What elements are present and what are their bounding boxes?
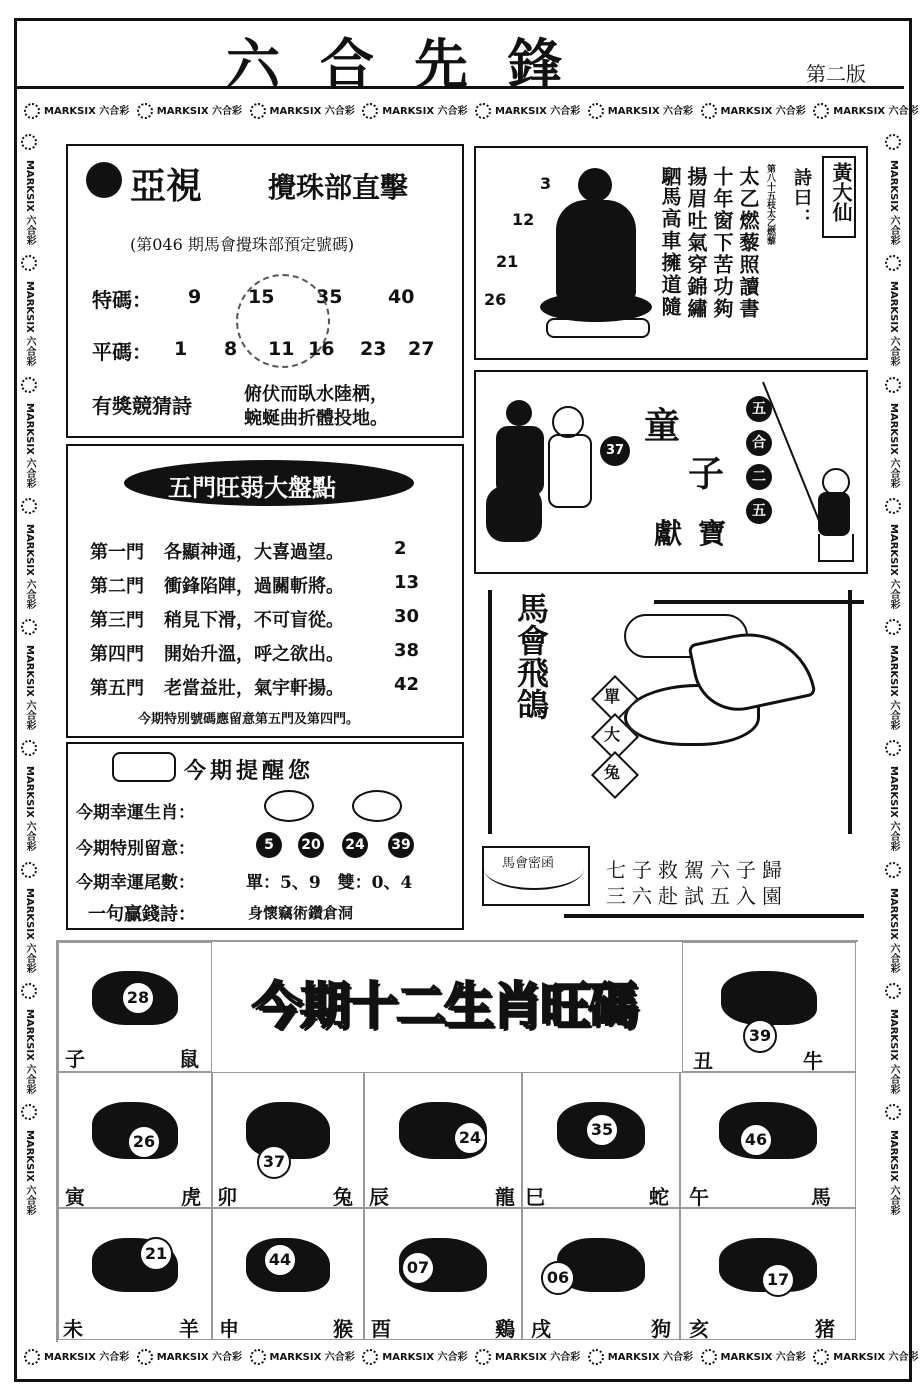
brand-en: MARKSIX [720,1352,773,1363]
zodiac-animal-name: 鷄 [495,1317,515,1341]
tail-label: 今期幸運尾數： [76,873,195,893]
brand-vertical: MARKSIX 六合彩 [888,1130,899,1216]
normal-number: 27 [408,338,435,360]
zodiac-number: 24 [453,1121,487,1155]
pigeon-title: 馬會飛鴿 [512,592,550,720]
zodiac-branch: 午 [689,1185,709,1209]
zodiac-cell [522,1072,680,1208]
poem-label: 詩曰： [791,168,812,228]
zodiac-branch: 未 [63,1317,83,1341]
tongzi-title-2: 子 [688,453,725,495]
gate-value: 38 [394,640,420,661]
flower-icon [21,498,37,514]
sage-figure-icon [536,168,656,348]
edition-label: 第二版 [806,62,866,86]
brand-vertical: MARKSIX 六合彩 [888,887,899,973]
left-border-strip [18,128,40,1344]
brand-en: MARKSIX [607,106,660,117]
zodiac-number: 17 [761,1263,795,1297]
secret-letter-line-1: 七子救駕六子歸 [606,858,788,882]
zodiac-number: 06 [541,1261,575,1295]
flower-icon [24,1349,40,1365]
brand-en: MARKSIX [156,106,209,117]
zodiac-branch: 丑 [693,1049,713,1073]
small-note: 第八十五枝太乙燃藜 [765,164,775,245]
zodiac-animal-name: 牛 [803,1049,823,1073]
special-number: 15 [248,286,275,308]
brand-vertical: MARKSIX 六合彩 [24,645,35,731]
daxian-title: 黃大仙 [829,162,853,222]
brand-cn: 六合彩 [95,1352,133,1363]
flower-icon [885,377,901,393]
brand-vertical: MARKSIX 六合彩 [24,766,35,852]
brand-vertical: MARKSIX 六合彩 [888,1008,899,1095]
top-border-strip [20,102,919,122]
kite-char: 二 [746,464,772,490]
poem-column: 十年窗下苦功夠 [710,166,734,320]
brand-en: MARKSIX [382,1352,435,1363]
brand-vertical: MARKSIX 六合彩 [24,887,35,973]
right-border-strip [882,128,904,1344]
tail-text: 單：5、9 雙：0、4 [246,873,413,893]
gate-value: 30 [394,606,420,627]
daxian-number: 12 [512,210,535,229]
brand-en: MARKSIX [269,106,322,117]
flower-icon [21,862,37,878]
wise-man-icon [112,752,176,782]
zodiac-cell [680,1072,856,1208]
brand-cn: 六合彩 [208,106,246,117]
gate-value: 2 [394,538,407,559]
divider-line [564,914,864,918]
reminder-panel [66,742,464,930]
zodiac-cell [522,1208,680,1340]
header [16,20,904,96]
brand-vertical: MARKSIX 六合彩 [888,645,899,731]
pigeon-frame-line [654,600,864,604]
special-number: 9 [188,286,202,308]
zodiac-title: 今期十二生肖旺碼 [252,976,636,1035]
flower-icon [475,1349,491,1365]
flower-icon [21,740,37,756]
flower-icon [813,103,829,119]
kite-char: 五 [746,498,772,524]
zodiac-cell [212,1072,364,1208]
zodiac-branch: 寅 [65,1185,85,1209]
dove-icon [624,632,814,762]
brand-cn: 六合彩 [208,1352,246,1363]
brand-en: MARKSIX [833,106,886,117]
gate-value: 13 [394,572,420,593]
zodiac-number: 26 [127,1125,161,1159]
secret-letter-envelope [482,846,590,906]
brand-vertical: MARKSIX 六合彩 [24,523,35,610]
asia-tv-logo-icon [86,162,122,198]
brand-cn: 六合彩 [434,1352,471,1363]
special-number: 40 [388,286,415,308]
brand-vertical: MARKSIX 六合彩 [24,402,35,488]
brand-cn: 六合彩 [885,1352,919,1363]
special-label: 特碼： [92,288,152,312]
zodiac-branch: 亥 [689,1317,709,1341]
brand-cn: 六合彩 [772,106,810,117]
flower-icon [813,1349,829,1365]
zodiac-number: 35 [585,1113,619,1147]
flower-icon [362,103,378,119]
flower-icon [137,103,153,119]
animal-silhouette-icon [721,971,817,1025]
brand-cn: 六合彩 [321,1352,359,1363]
zodiac-branch: 巳 [525,1185,545,1209]
brand-en: MARKSIX [495,1352,547,1363]
flower-icon [250,103,266,119]
children-figures-icon [486,390,606,560]
tongzi-title-3: 獻寶 [654,517,743,550]
normal-number: 23 [360,338,387,360]
huang-daxian-panel [474,146,868,360]
zodiac-branch: 子 [65,1047,85,1071]
flower-icon [885,740,901,756]
child-kite-icon [810,468,858,564]
pigeon-panel [474,586,864,838]
flower-icon [885,862,901,878]
ox-icon [352,790,402,822]
zodiac-branch: 戌 [531,1317,551,1341]
gate-label: 第二門 [90,576,144,597]
daxian-number: 21 [496,252,519,271]
normal-label: 平碼： [92,340,152,364]
zodiac-cell [58,1208,212,1340]
brand-en: MARKSIX [156,1352,209,1363]
brand-en: MARKSIX [495,106,547,117]
brand-cn: 六合彩 [321,106,359,117]
brand-vertical: MARKSIX 六合彩 [888,766,899,852]
normal-number: 8 [224,338,238,360]
brand-cn: 六合彩 [772,1352,810,1363]
gate-text: 開始升溫，呼之欲出。 [164,644,344,665]
flower-icon [885,255,901,271]
zodiac-animal-name: 鼠 [179,1047,199,1071]
secret-letter-label: 馬會密函 [502,852,554,871]
zodiac-cell [364,1072,522,1208]
brand-en: MARKSIX [720,106,773,117]
reminder-title: 今期提醒您 [184,758,315,784]
brand-en: MARKSIX [833,1352,886,1363]
poem-column: 揚眉吐氣穿錦繡 [684,166,708,320]
flower-icon [21,619,37,635]
brand-en: MARKSIX [269,1352,322,1363]
zodiac-number: 46 [739,1123,773,1157]
flower-icon [250,1349,266,1365]
poem-column: 太乙燃藜照讀書 [736,166,760,320]
zodiac-animal-name: 兔 [333,1185,353,1209]
flower-icon [24,103,40,119]
brand-vertical: MARKSIX 六合彩 [888,402,899,488]
poem-label: 有獎競猜詩 [92,394,192,418]
flower-icon [885,1104,901,1120]
flower-icon [885,134,901,150]
normal-number: 16 [308,338,335,360]
brand-cn: 六合彩 [95,106,133,117]
flower-icon [21,134,37,150]
bottom-border-strip [20,1348,919,1368]
gate-text: 各顯神通，大喜過望。 [164,542,344,563]
daxian-number: 3 [540,174,552,193]
brand-cn: 六合彩 [659,106,697,117]
page-title: 六合先鋒 [226,32,602,96]
normal-number: 11 [268,338,295,360]
zodiac-animal-name: 蛇 [649,1185,669,1209]
special-number: 35 [316,286,343,308]
zodiac-number: 44 [263,1243,297,1277]
secret-letter-line-2: 三六赴試五入園 [606,884,788,908]
zodiac-animal-name: 猪 [815,1317,835,1341]
gate-value: 42 [394,674,420,695]
five-gates-title: 五門旺弱大盤點 [168,473,336,502]
flower-icon [588,1349,604,1365]
gate-label: 第三門 [90,610,144,631]
brand-vertical: MARKSIX 六合彩 [888,160,899,246]
brand-vertical: MARKSIX 六合彩 [24,1008,35,1095]
zodiac-number: 37 [257,1145,291,1179]
gate-text: 稍見下滑，不可盲從。 [164,610,344,631]
flower-icon [475,103,491,119]
rat-icon [264,790,314,822]
brand-vertical: MARKSIX 六合彩 [888,281,899,367]
winning-poem-text: 身懷竊術鑽倉洞 [248,904,354,922]
zodiac-cell [58,942,212,1072]
zodiac-number: 28 [121,981,155,1015]
normal-number: 1 [174,338,188,360]
five-gates-panel [66,444,464,738]
zodiac-cell [58,1072,212,1208]
lucky-zodiac-label: 今期幸運生肖： [76,803,195,823]
zodiac-cell [364,1208,522,1340]
brand-vertical: MARKSIX 六合彩 [888,523,899,610]
poem-column: 駟 [658,166,682,188]
zodiac-branch: 辰 [369,1185,389,1209]
brand-cn: 六合彩 [546,106,584,117]
asia-tv-panel [66,144,464,438]
flower-icon [885,498,901,514]
gate-text: 老當益壯，氣宇軒揚。 [164,678,344,699]
poem-line-2: 蜿蜒曲折體投地。 [244,408,388,429]
flower-icon [588,103,604,119]
zodiac-animal-name: 狗 [651,1317,671,1341]
zodiac-number: 39 [743,1019,777,1053]
zodiac-cell [682,942,856,1072]
brand-vertical: MARKSIX 六合彩 [24,281,35,367]
zodiac-animal-name: 馬 [811,1185,831,1209]
attention-ball: 24 [342,832,368,858]
tongzi-title-1: 童 [644,405,681,447]
brand-cn: 六合彩 [659,1352,697,1363]
zodiac-animal-name: 龍 [495,1185,515,1209]
zodiac-branch: 酉 [371,1317,391,1341]
zodiac-animal-name: 虎 [181,1185,201,1209]
gate-label: 第五門 [90,678,144,699]
gate-label: 第四門 [90,644,144,665]
zodiac-animal-name: 羊 [179,1317,199,1341]
zodiac-branch: 卯 [217,1185,237,1209]
asia-tv-subtitle: 攪珠部直擊 [268,171,409,204]
zodiac-cell [212,1208,364,1340]
five-gates-footer: 今期特別號碼應留意第五門及第四門。 [138,712,360,727]
lantern-icon: 37 [600,436,630,466]
tongzi-panel [474,370,868,574]
winning-poem-label: 一句贏錢詩： [88,904,196,925]
brand-cn: 六合彩 [885,106,919,117]
attention-ball: 20 [298,832,324,858]
flower-icon [701,1349,717,1365]
special-attention-label: 今期特別留意： [76,839,195,859]
flower-icon [21,983,37,999]
brand-cn: 六合彩 [546,1352,584,1363]
zodiac-number: 21 [139,1237,173,1271]
animal-silhouette-icon [246,1102,330,1158]
gate-label: 第一門 [90,542,144,563]
brand-en: MARKSIX [607,1352,660,1363]
zodiac-cell [680,1208,856,1340]
daxian-number: 26 [484,290,507,309]
pigeon-tag-text: 大 [604,725,621,744]
brand-vertical: MARKSIX 六合彩 [24,160,35,246]
gate-text: 衝鋒陷陣，過關斬將。 [164,576,344,597]
brand-en: MARKSIX [44,106,96,117]
brand-en: MARKSIX [382,106,435,117]
pigeon-tag-text: 單 [604,687,621,706]
draw-note: (第046 期馬會攪珠部預定號碼) [130,235,355,254]
brand-vertical: MARKSIX 六合彩 [24,1130,35,1216]
poem-column: 馬高車擁道隨 [658,186,682,318]
flower-icon [21,377,37,393]
zodiac-animal-name: 猴 [333,1317,353,1341]
kite-char: 五 [746,396,772,422]
flower-icon [21,1104,37,1120]
pigeon-frame-line [848,590,852,834]
flower-icon [362,1349,378,1365]
daxian-title-box [822,156,856,238]
flower-icon [885,983,901,999]
flower-icon [701,103,717,119]
pigeon-frame-line [488,590,492,834]
kite-char: 合 [746,430,772,456]
flower-icon [137,1349,153,1365]
asia-tv-logo: 亞視 [130,165,203,207]
zodiac-branch: 申 [219,1317,239,1341]
zodiac-number: 07 [401,1251,435,1285]
attention-ball: 39 [388,832,414,858]
flower-icon [885,619,901,635]
pigeon-tag-text: 兔 [604,763,621,782]
poem-line-1: 俯伏而臥水陸栖， [244,384,388,405]
brand-en: MARKSIX [44,1352,96,1363]
brand-cn: 六合彩 [434,106,471,117]
attention-ball: 5 [256,832,282,858]
flower-icon [21,255,37,271]
